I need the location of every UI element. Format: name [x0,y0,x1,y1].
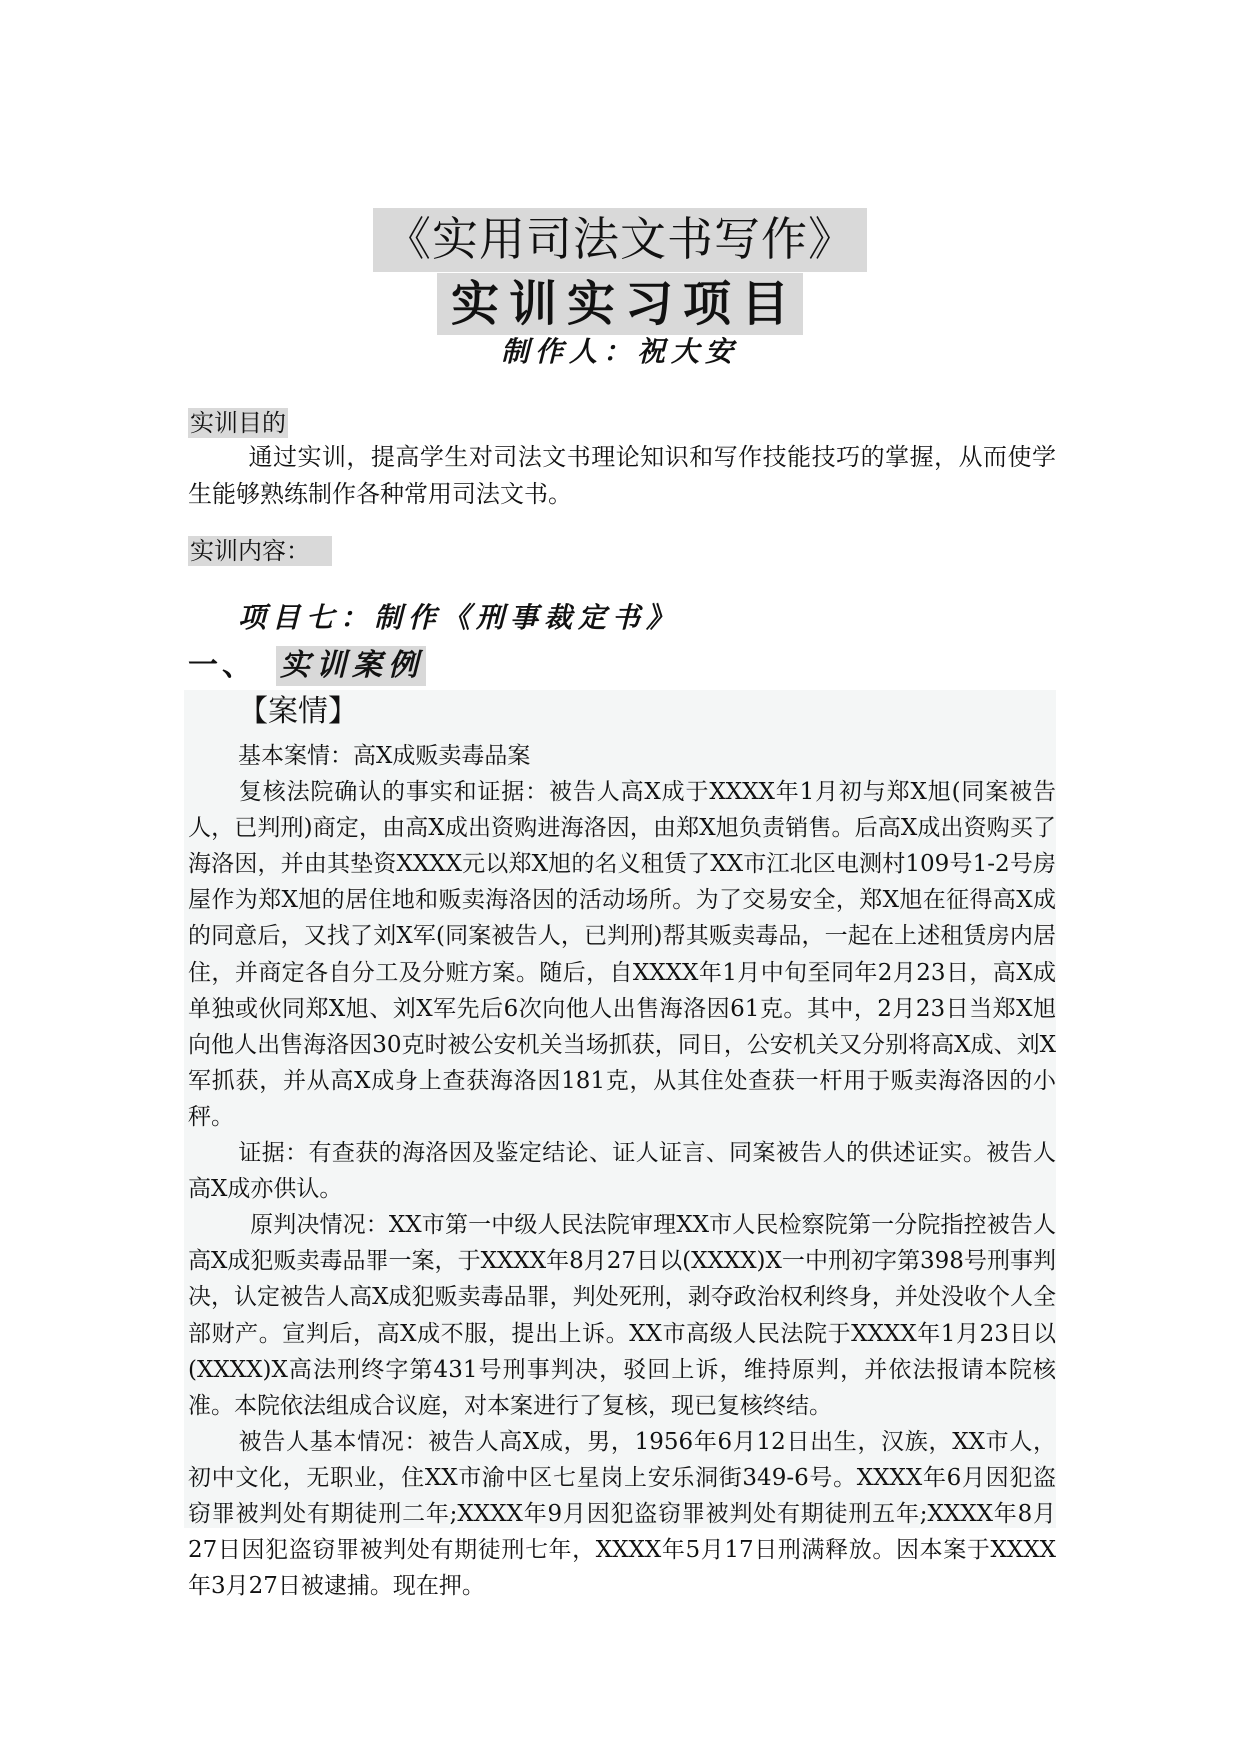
document-subtitle-text: 实训实习项目 [437,273,803,335]
case-section-title: 实训案例 [276,646,426,686]
author-line: 制作人：祝大安 [500,335,739,368]
case-paragraph: 被告人基本情况：被告人高X成，男，1956年6月12日出生，汉族，XX市人，初中文化，无职业，住XX市渝中区七星岗上安乐洞街349-6号。XXXX年6月因犯盗窃罪被判处有期徒刑二年;XXXX年9月因犯盗窃罪被判处有期徒刑五年;XXXX年8月27日因犯盗窃罪被判处有期徒刑七年，XXXX年5月17日刑满释放。因本案于XXXX年3月27日被逮捕。现在押。 [188,1428,1056,1600]
case-paragraph: 复核法院确认的事实和证据：被告人高X成于XXXX年1月初与郑X旭(同案被告人，已判刑)商定，由高X成出资购进海洛因，由郑X旭负责销售。后高X成出资购买了海洛因，并由其垫资XXXX元以郑X旭的名义租赁了XX市江北区电测村109号1-2号房屋作为郑X旭的居住地和贩卖海洛因的活动场所。为了交易安全，郑X旭在征得高X成的同意后，又找了刘X军(同案被告人，已判刑)帮其贩卖毒品，一起在上述租赁房内居住，并商定各自分工及分赃方案。随后，自XXXX年1月中旬至同年2月23日，高X成单独或伙同郑X旭、刘X军先后6次向他人出售海洛因61克。其中，2月23日当郑X旭向他人出售海洛因30克时被公安机关当场抓获，同日，公安机关又分别将高X成、刘X军抓获，并从高X成身上查获海洛因181克，从其住处查获一杆用于贩卖海洛因的小秤。 [188,779,1056,1130]
content-heading [188,536,332,566]
project-title: 项目七：制作《刑事裁定书》 [238,601,681,634]
case-body [188,738,1056,1604]
document-subtitle [0,273,1240,335]
case-paragraph: 基本案情：高X成贩卖毒品案 [238,743,531,769]
case-section-heading [188,646,426,686]
goal-paragraph-text: 通过实训，提高学生对司法文书理论知识和写作技能技巧的掌握，从而使学生能够熟练制作各种常用司法文书。 [188,443,1056,508]
document-title [0,208,1240,272]
document-title-text: 《实用司法文书写作》 [373,208,867,272]
case-heading: 【案情】 [238,694,358,729]
content-heading-text: 实训内容： [188,536,332,566]
case-section-number: 一、 [188,648,256,683]
goal-heading [188,408,288,438]
goal-paragraph [188,439,1056,513]
case-paragraph: 原判决情况：XX市第一中级人民法院审理XX市人民检察院第一分院指控被告人高X成犯贩卖毒品罪一案，于XXXX年8月27日以(XXXX)X一中刑初字第398号刑事判决，认定被告人高X成犯贩卖毒品罪，判处死刑，剥夺政治权利终身，并处没收个人全部财产。宣判后，高X成不服，提出上诉。XX市高级人民法院于XXXX年1月23日以(XXXX)X高法刑终字第431号刑事判决，驳回上诉，维持原判，并依法报请本院核准。本院依法组成合议庭，对本案进行了复核，现已复核终结。 [188,1212,1056,1419]
case-paragraph: 证据：有查获的海洛因及鉴定结论、证人证言、同案被告人的供述证实。被告人高X成亦供认。 [188,1140,1056,1203]
goal-heading-text: 实训目的 [190,409,286,437]
